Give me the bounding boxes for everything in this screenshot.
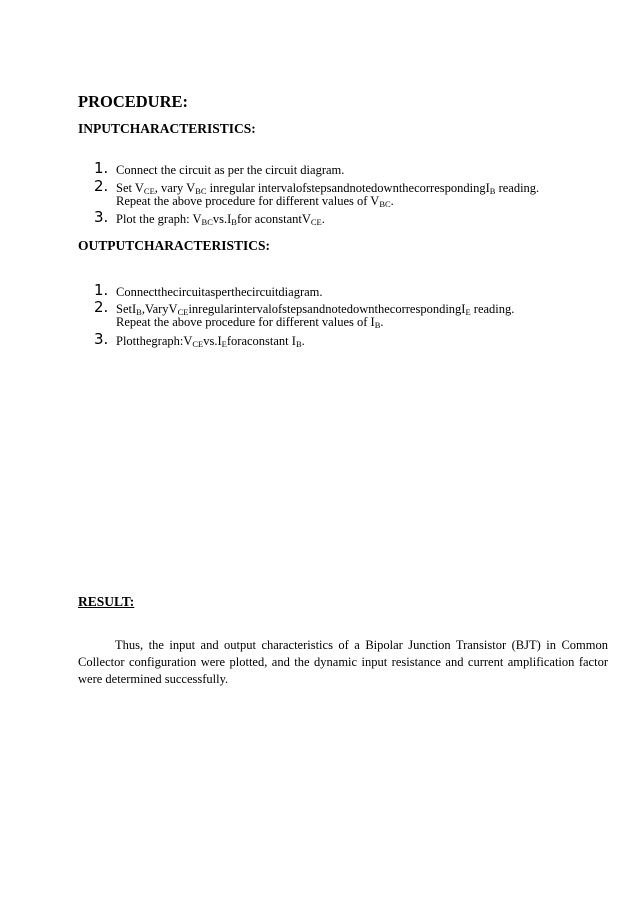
step-number: 2.	[94, 177, 109, 195]
output-characteristics-heading: OUTPUTCHARACTERISTICS:	[78, 238, 271, 253]
step-text: Plot the graph: $V_{BC}vs.I_Bfor$ aconstantV$_{CE}$.	[116, 212, 325, 227]
step-number: 3.	[94, 330, 109, 348]
step-text-continuation: Repeat the above procedure for different values of $I_B$.	[116, 315, 384, 330]
step-text: $Plotthegraph:V_{CE}vs.I_Eforaconstant$ $I_B$.	[116, 334, 305, 349]
step-text: Connectthecircuitasperthecircuitdiagram.	[116, 285, 323, 299]
result-heading: RESULT:	[78, 594, 135, 609]
procedure-heading: PROCEDURE:	[78, 92, 188, 111]
step-number: 1.	[94, 159, 109, 177]
step-text: Set $V_{CE}$, vary $V_{BC}$ inregular intervalofstepsandnotedownthecorrespondingI$_B$ reading.	[116, 181, 540, 196]
result-text: Thus, the input and output characteristics of a Bipolar Junction Transistor (BJT) in Common Collector configuration were plotted, and the dynamic input resistance and current amplification factor were determined successfully.	[78, 638, 608, 686]
step-number: 1.	[94, 281, 109, 299]
input-characteristics-heading: INPUTCHARACTERISTICS:	[78, 121, 256, 136]
step-text: SetI$_B$,VaryV$_{CE}$inregularintervalofstepsandnotedownthecorrespondingI$_E$ reading.	[116, 302, 515, 317]
step-number: 2.	[94, 298, 109, 316]
step-number: 3.	[94, 208, 109, 226]
step-text: Connect the circuit as per the circuit diagram.	[116, 163, 345, 177]
step-text-continuation: Repeat the above procedure for different values of $V_{BC}$.	[116, 194, 394, 209]
